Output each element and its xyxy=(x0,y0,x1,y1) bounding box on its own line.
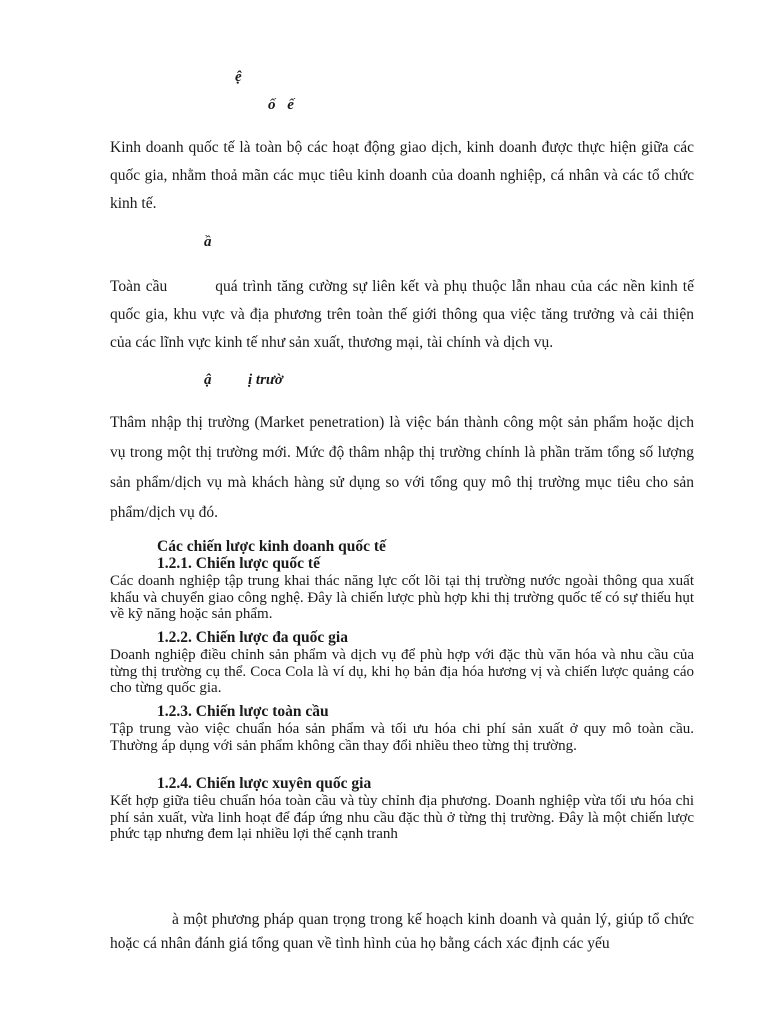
subsection-title-international: 1.2.1. Chiến lược quốc tế xyxy=(157,555,320,572)
subsection-body-multidomestic: Doanh nghiệp điều chỉnh sản phẩm và dịch vụ để phù hợp với đặc thù văn hóa và nhu cầu của từng thị trường cụ thể. Coca Cola là ví dụ, khi họ bản địa hóa hương vị và chiến lược quảng cáo cho từng quốc gia. xyxy=(110,647,694,696)
subsection-body-international: Các doanh nghiệp tập trung khai thác năng lực cốt lõi tại thị trường nước ngoài thông qua xuất khẩu và chuyển giao công nghệ. Đây là chiến lược phù hợp khi thị trường quốc tế có sự thiếu hụt về kỹ năng hoặc sản phẩm. xyxy=(110,573,694,622)
heading-fragment: ố ế xyxy=(268,97,294,113)
paragraph-closing: à một phương pháp quan trọng trong kế hoạch kinh doanh và quản lý, giúp tổ chức hoặc cá nhân đánh giá tổng quan về tình hình của họ bằng cách xác định các yếu xyxy=(110,911,694,952)
heading-fragment: ậ xyxy=(204,372,212,388)
paragraph-market-penetration: Thâm nhập thị trường (Market penetration) là việc bán thành công một sản phẩm hoặc dịch vụ trong một thị trường mới. Mức độ thâm nhập thị trường chính là phần trăm tổng số lượng sản phẩm/dịch vụ mà khách hàng sử dụng so với tổng quy mô thị trường mục tiêu cho sản phẩm/dịch vụ đó. xyxy=(110,414,694,521)
term-globalization: Toàn cầu xyxy=(110,278,168,295)
subsection-body-transnational: Kết hợp giữa tiêu chuẩn hóa toàn cầu và tùy chỉnh địa phương. Doanh nghiệp vừa tối ưu hóa chi phí sản xuất, vừa linh hoạt để đáp ứng nhu cầu đặc thù ở từng thị trường. Đây là một chiến lược phức tạp nhưng đem lại nhiều lợi thế cạnh tranh xyxy=(110,793,694,842)
subsection-title-multidomestic: 1.2.2. Chiến lược đa quốc gia xyxy=(157,629,348,646)
globalization-definition: quá trình tăng cường sự liên kết và phụ thuộc lẫn nhau của các nền kinh tế quốc gia, khu vực và địa phương trên toàn thế giới thông qua việc tăng trưởng và cải thiện của các lĩnh vực kinh tế như sản xuất, thương mại, tài chính và dịch vụ. xyxy=(110,278,694,351)
section-title-strategies: Các chiến lược kinh doanh quốc tế xyxy=(157,538,386,555)
heading-fragment: ầ xyxy=(204,234,212,250)
subsection-body-global: Tập trung vào việc chuẩn hóa sản phẩm và tối ưu hóa chi phí sản xuất ở quy mô toàn cầu. Thường áp dụng với sản phẩm không cần thay đổi nhiều theo từng thị trường. xyxy=(110,721,694,754)
paragraph-international-business: Kinh doanh quốc tế là toàn bộ các hoạt động giao dịch, kinh doanh được thực hiện giữa các quốc gia, nhằm thoả mãn các mục tiêu kinh doanh của doanh nghiệp, cá nhân và các tổ chức kinh tế. xyxy=(110,139,694,212)
paragraph-globalization xyxy=(110,273,694,357)
subsection-title-transnational: 1.2.4. Chiến lược xuyên quốc gia xyxy=(157,775,372,792)
subsection-title-global: 1.2.3. Chiến lược toàn cầu xyxy=(157,703,329,720)
heading-fragment: ệ xyxy=(235,69,242,85)
heading-fragment: ị trườ xyxy=(248,372,283,388)
